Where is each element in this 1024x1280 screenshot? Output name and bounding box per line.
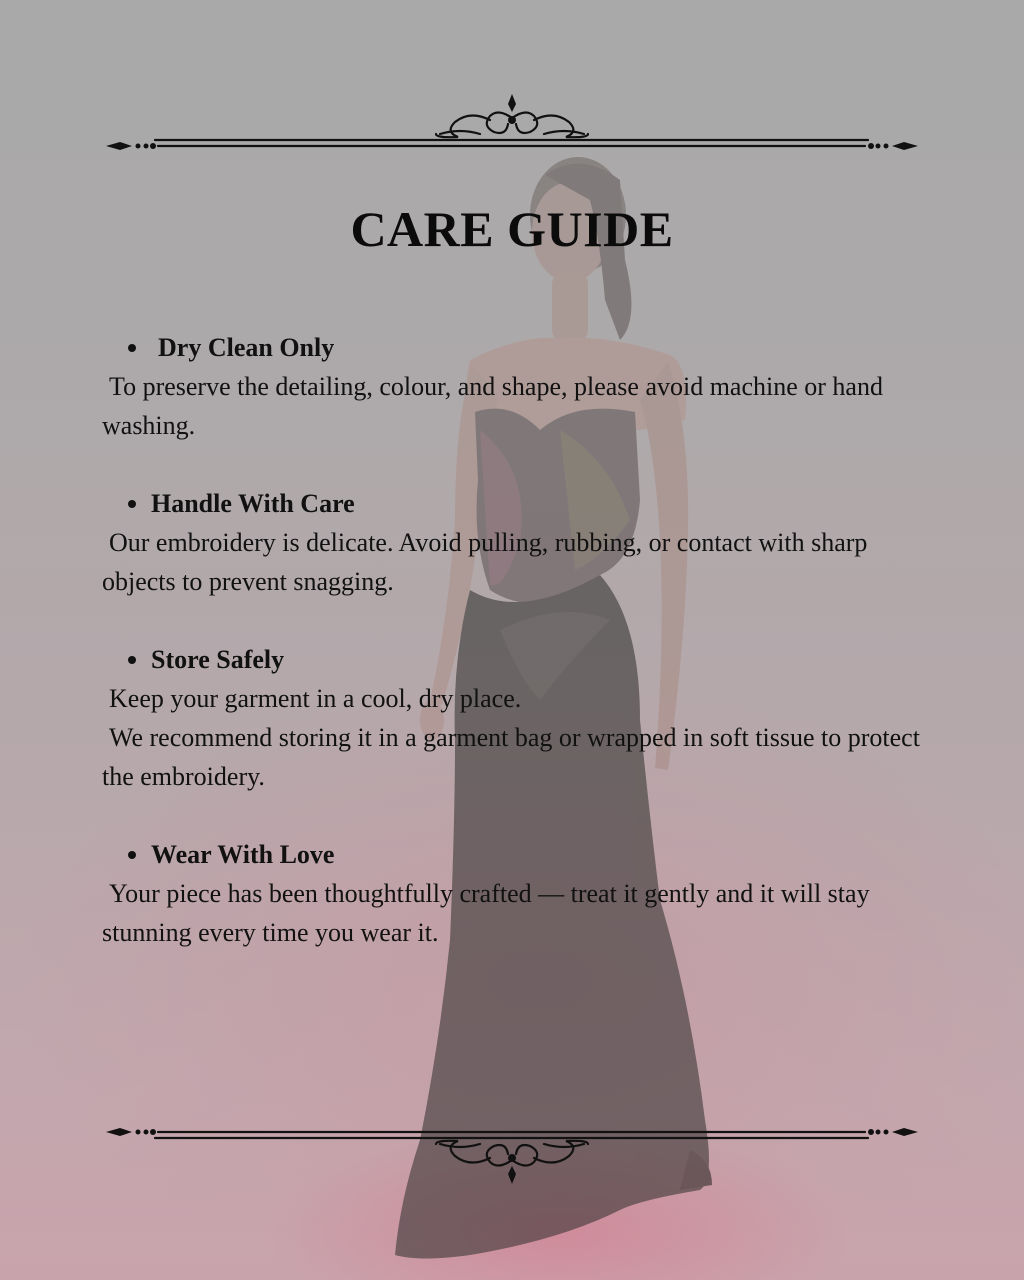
section-heading-row	[102, 640, 932, 679]
care-section-store-safely	[102, 640, 932, 796]
top-scroll-divider-icon	[100, 90, 924, 170]
section-heading-row	[102, 328, 932, 367]
bullet-icon	[128, 344, 136, 352]
section-paragraph: We recommend storing it in a garment bag or wrapped in soft tissue to protect the embroidery.	[102, 723, 920, 791]
page-title: CARE GUIDE	[350, 201, 674, 257]
section-paragraph: Our embroidery is delicate. Avoid pulling, rubbing, or contact with sharp objects to prevent snagging.	[102, 528, 868, 596]
care-section-dry-clean	[102, 328, 932, 445]
bullet-icon	[128, 656, 136, 664]
bullet-icon	[128, 851, 136, 859]
section-heading: Wear With Love	[151, 839, 335, 869]
section-heading: Dry Clean Only	[158, 332, 335, 362]
section-heading-row	[102, 484, 932, 523]
section-paragraph: To preserve the detailing, colour, and shape, please avoid machine or hand washing.	[102, 372, 883, 440]
bottom-scroll-divider-icon	[100, 1108, 924, 1188]
section-heading-row	[102, 835, 932, 874]
bullet-icon	[128, 500, 136, 508]
section-heading: Handle With Care	[151, 488, 355, 518]
section-paragraph: Your piece has been thoughtfully crafted — treat it gently and it will stay stunning every time you wear it.	[102, 879, 870, 947]
care-section-wear-with-love	[102, 835, 932, 952]
section-paragraph: Keep your garment in a cool, dry place.	[109, 684, 522, 713]
section-heading: Store Safely	[151, 644, 285, 674]
care-section-handle-with-care	[102, 484, 932, 601]
care-instructions-list	[102, 328, 932, 991]
